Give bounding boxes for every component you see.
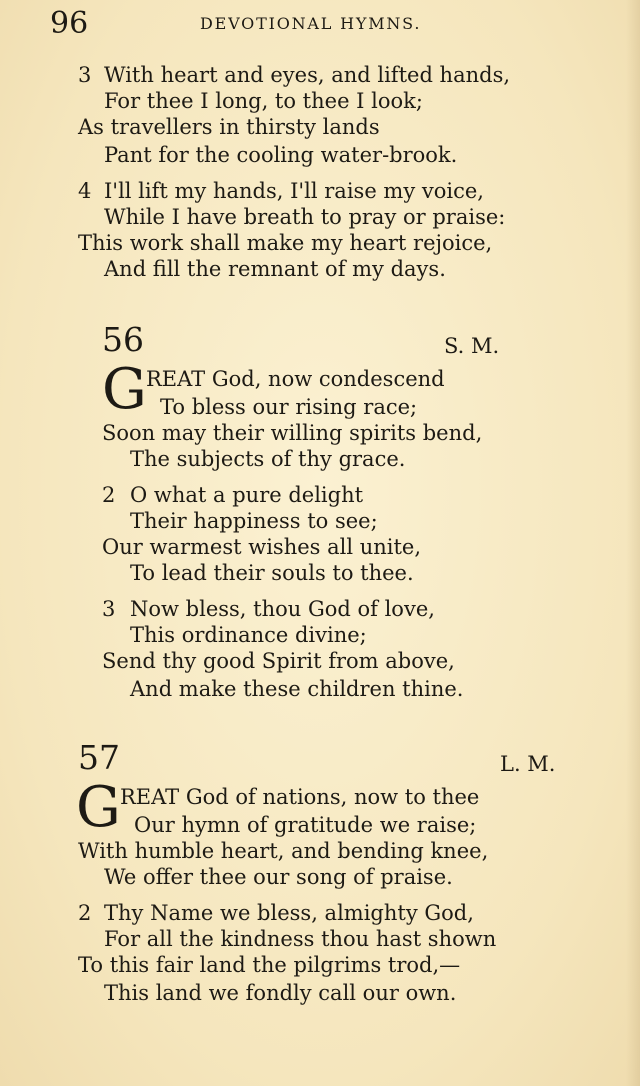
verse-line: For thee I long, to thee I look; (104, 89, 423, 113)
running-title: DEVOTIONAL HYMNS. (200, 14, 422, 33)
verse-line: To this fair land the pilgrims trod,— (78, 953, 461, 977)
hymn-meter: S. M. (444, 334, 500, 358)
verse-line: This ordinance divine; (130, 623, 367, 647)
drop-cap: G (102, 357, 147, 422)
hymn-meter: L. M. (500, 752, 556, 776)
page-number: 96 (50, 6, 89, 41)
verse-number: 3 (102, 597, 116, 621)
verse-line: With heart and eyes, and lifted hands, (104, 63, 511, 87)
hymn-number: 57 (78, 738, 120, 777)
verse-line: Our hymn of gratitude we raise; (134, 813, 477, 837)
verse-line: Send thy good Spirit from above, (102, 649, 455, 673)
verse-line: Soon may their willing spirits bend, (102, 421, 483, 445)
hymn-number: 56 (102, 320, 144, 359)
verse-line: The subjects of thy grace. (130, 447, 406, 471)
page-edge-shadow (626, 0, 640, 1086)
verse-line: I'll lift my hands, I'll raise my voice, (104, 179, 484, 203)
verse-line: REAT God, now condescend (146, 367, 445, 391)
verse-number: 3 (78, 63, 92, 87)
verse-line: O what a pure delight (130, 483, 364, 507)
verse-line: To lead their souls to thee. (130, 561, 414, 585)
verse-number: 2 (102, 483, 116, 507)
verse-line: This land we fondly call our own. (104, 981, 457, 1005)
verse-line: Our warmest wishes all unite, (102, 535, 422, 559)
verse-line: While I have breath to pray or praise: (104, 205, 506, 229)
verse-number: 4 (78, 179, 92, 203)
verse-number: 2 (78, 901, 92, 925)
verse-line: To bless our rising race; (160, 395, 418, 419)
verse-line: This work shall make my heart rejoice, (78, 231, 493, 255)
verse-line: And fill the remnant of my days. (104, 257, 446, 281)
verse-line: Now bless, thou God of love, (130, 597, 435, 621)
verse-line: For all the kindness thou hast shown (104, 927, 497, 951)
verse-line: We offer thee our song of praise. (104, 865, 453, 889)
verse-line: Their happiness to see; (130, 509, 378, 533)
verse-line: Thy Name we bless, almighty God, (104, 901, 474, 925)
drop-cap: G (76, 775, 121, 840)
verse-line: And make these children thine. (130, 677, 464, 701)
verse-line: As travellers in thirsty lands (78, 115, 380, 139)
verse-line: With humble heart, and bending knee, (78, 839, 489, 863)
verse-line: Pant for the cooling water-brook. (104, 143, 458, 167)
verse-line: REAT God of nations, now to thee (120, 785, 480, 809)
